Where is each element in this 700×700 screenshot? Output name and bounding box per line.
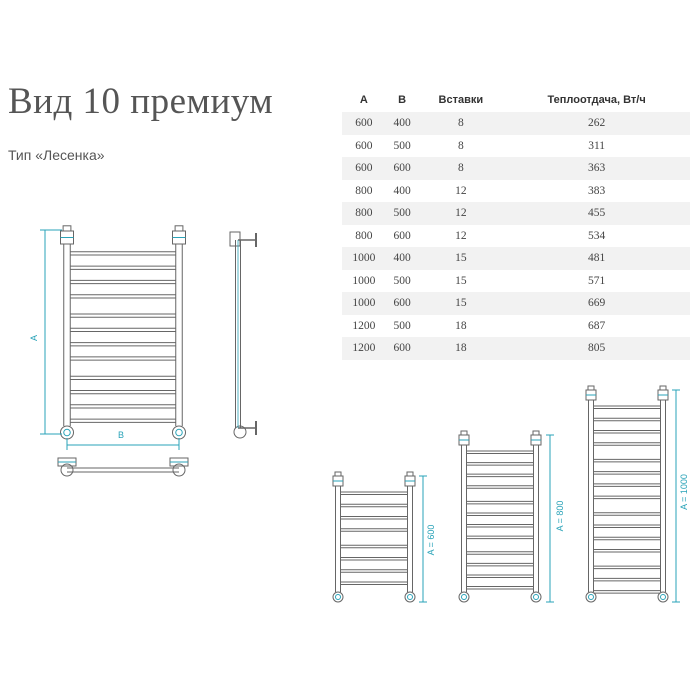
variant-label-600: A = 600: [426, 524, 436, 556]
spec-table-cell: 687: [503, 315, 690, 338]
spec-table-cell: 500: [386, 202, 419, 225]
spec-table-cell: 400: [386, 247, 419, 270]
spec-table-cell: 8: [418, 135, 503, 158]
spec-table-cell: 15: [418, 292, 503, 315]
bottom-connector: [173, 426, 186, 439]
bottom-connector-inner: [176, 429, 183, 436]
spec-table-cell: 15: [418, 270, 503, 293]
spec-table-cell: 800: [342, 180, 386, 203]
product-subtitle: Тип «Лесенка»: [8, 147, 105, 163]
valve-top: [63, 226, 71, 231]
spec-table-cell: 600: [342, 157, 386, 180]
spec-table-cell: 600: [386, 292, 419, 315]
spec-table-cell: 800: [342, 225, 386, 248]
bottom-connector-inner: [336, 595, 341, 600]
variant-drawing-600: [333, 472, 427, 602]
spec-table-cell: 400: [386, 180, 419, 203]
spec-table-cell: 500: [386, 315, 419, 338]
variant-drawing-1000: [586, 386, 680, 602]
column-header-heat-output: Теплоотдача, Вт/ч: [547, 94, 646, 106]
dimension-a-label: A: [29, 334, 39, 342]
spec-table-cell: 1000: [342, 270, 386, 293]
bottom-connector: [405, 592, 415, 602]
front-view-drawing: [40, 226, 186, 450]
spec-table-cell: 12: [418, 225, 503, 248]
column-header-b: B: [398, 94, 407, 106]
valve-top: [588, 386, 594, 390]
spec-table-cell: 805: [503, 337, 690, 360]
variant-label-800: A = 800: [555, 500, 565, 532]
spec-table-cell: 18: [418, 315, 503, 338]
spec-table-cell: 455: [503, 202, 690, 225]
spec-table-cell: 571: [503, 270, 690, 293]
dimension-b-label: B: [117, 430, 125, 440]
bottom-connector: [531, 592, 541, 602]
valve-top: [533, 431, 539, 435]
spec-table-cell: 383: [503, 180, 690, 203]
spec-table-cell: 12: [418, 180, 503, 203]
bottom-connector-inner: [462, 595, 467, 600]
spec-table-cell: 8: [418, 157, 503, 180]
spec-table-cell: 262: [503, 112, 690, 135]
bottom-connector: [459, 592, 469, 602]
valve-top: [335, 472, 341, 476]
spec-table-cell: 600: [386, 157, 419, 180]
valve-top: [175, 226, 183, 231]
spec-table-cell: 1000: [342, 247, 386, 270]
spec-table-cell: 481: [503, 247, 690, 270]
bottom-connector-inner: [589, 595, 594, 600]
valve-top: [407, 472, 413, 476]
variant-drawing-800: [459, 431, 554, 602]
bottom-view-drawing: [58, 458, 188, 476]
spec-table-cell: 600: [342, 135, 386, 158]
column-header-a: A: [359, 94, 368, 106]
spec-table-cell: 8: [418, 112, 503, 135]
bottom-connector-inner: [534, 595, 539, 600]
spec-table-cell: 800: [342, 202, 386, 225]
spec-table-cell: 311: [503, 135, 690, 158]
bottom-connector: [333, 592, 343, 602]
spec-table-cell: 400: [386, 112, 419, 135]
spec-table-cell: 1200: [342, 337, 386, 360]
valve-top: [660, 386, 666, 390]
spec-table-cell: 500: [386, 270, 419, 293]
bottom-connector-inner: [64, 429, 71, 436]
product-title: Вид 10 премиум: [8, 81, 274, 122]
bottom-connector-inner: [661, 595, 666, 600]
spec-table-cell: 534: [503, 225, 690, 248]
spec-table-cell: 1000: [342, 292, 386, 315]
bottom-connector: [61, 426, 74, 439]
variant-label-1000: A = 1000: [679, 474, 689, 510]
spec-table-cell: 12: [418, 202, 503, 225]
spec-table-cell: 600: [342, 112, 386, 135]
bottom-connector-inner: [408, 595, 413, 600]
side-view-drawing: [230, 232, 256, 438]
spec-table-cell: 363: [503, 157, 690, 180]
spec-table-cell: 669: [503, 292, 690, 315]
column-header-inserts: Вставки: [438, 94, 484, 106]
valve-top: [461, 431, 467, 435]
spec-table-cell: 15: [418, 247, 503, 270]
spec-table-cell: 600: [386, 337, 419, 360]
spec-table-cell: 600: [386, 225, 419, 248]
spec-table-cell: 1200: [342, 315, 386, 338]
spec-table-cell: 500: [386, 135, 419, 158]
spec-table-cell: 18: [418, 337, 503, 360]
